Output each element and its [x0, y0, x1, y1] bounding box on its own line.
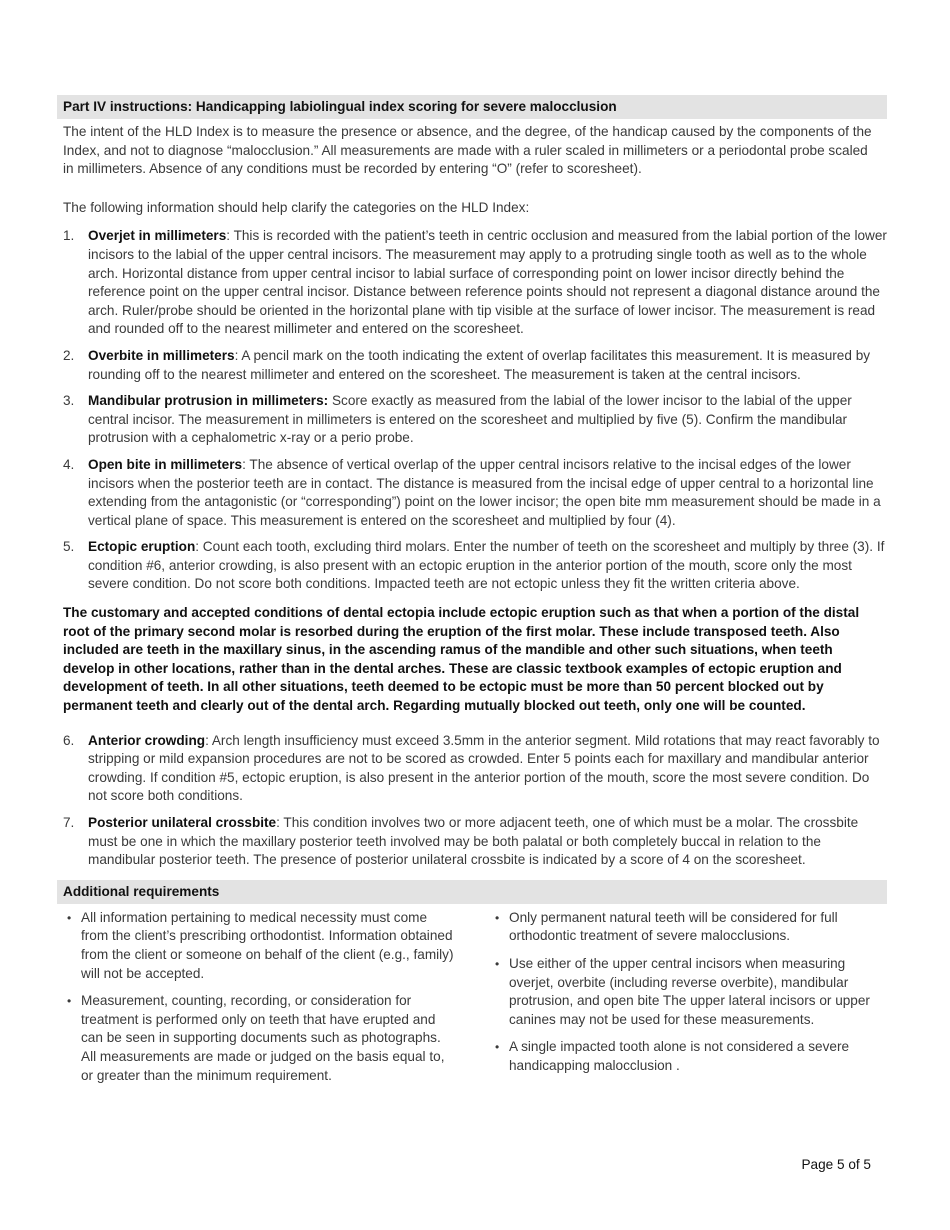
document-page [57, 95, 887, 1094]
list-item [57, 814, 887, 870]
bullet-item: • A single impacted tooth alone is not considered a severe handicapping malocclusion . [485, 1038, 885, 1075]
item-number: 7. [63, 815, 75, 830]
list-item [57, 538, 887, 594]
intro-paragraph: The intent of the HLD Index is to measure the presence or absence, and the degree, of the handicap caused by the components of the Index, and not to diagnose “malocclusion.” All measurements are made with a ruler scaled in millimeters or a periodontal probe scaled in millimeters. Absence of any conditions must be recorded by entering “O” (refer to scoresheet). [63, 124, 872, 177]
item-text: Score exactly as measured from the labial of the lower incisor to the labial of the upper central incisor. The measurement in millimeters is entered on the scoresheet and multiplied by five (5). Confirm the mandibular protrusion with a cephalometric x-ray or a perio probe. [88, 393, 852, 446]
item-term: Overbite in millimeters [88, 347, 235, 363]
list-item [57, 392, 887, 448]
item-text: : Count each tooth, excluding third molars. Enter the number of teeth on the scoresheet and multiply by three (3). If condition #6, anterior crowding, is also present with an ectopic eruption in the anterior portion of the mouth, score only the most severe condition. Do not score both conditions. Impacted teeth are not ectopic unless they fit the written criteria above. [88, 539, 885, 592]
item-term: Mandibular protrusion in millimeters: [88, 393, 329, 409]
item-term: Ectopic eruption [88, 539, 196, 555]
bullet-item: • Use either of the upper central incisors when measuring overjet, overbite (including reverse overbite), mandibular protrusion, and open bite The upper lateral incisors or upper canines may not be used for these measurements. [485, 955, 885, 1029]
item-number: 6. [63, 732, 75, 748]
lead-paragraph: The following information should help clarify the categories on the HLD Index: [63, 199, 530, 215]
list-item [57, 456, 887, 530]
item-number: 2. [63, 347, 75, 363]
item-text: : This condition involves two or more adjacent teeth, one of which must be a molar. The crossbite must be one in which the maxillary posterior teeth involved may be both palatal or both completely buccal in relation to the mandibular posterior teeth. The presence of posterior unilateral crossbite is indicated by a score of 4 on the scoresheet. [88, 815, 859, 868]
item-text: : A pencil mark on the tooth indicating the extent of overlap facilitates this measurement. It is measured by rounding off to the nearest millimeter and entered on the scoresheet. The measurement is taken at the central incisors. [88, 347, 871, 382]
requirements-columns [57, 904, 887, 1094]
item-term: Overjet in millimeters [88, 228, 227, 244]
bullet-item: • Measurement, counting, recording, or consideration for treatment is performed only on teeth that have erupted and can be seen in supporting documents such as photographs. All measurements are made or judged on the basis equal to, or greater than the minimum requirement. [57, 992, 457, 1085]
additional-requirements-section [57, 880, 887, 1094]
hld-categories-list-continued [57, 732, 887, 870]
item-term: Open bite in millimeters [88, 456, 243, 472]
requirements-left-column [57, 909, 457, 1094]
item-number: 5. [63, 539, 75, 555]
bullet-item: • Only permanent natural teeth will be considered for full orthodontic treatment of severe malocclusions. [485, 909, 885, 946]
page-number: Page 5 of 5 [801, 1157, 871, 1172]
item-term: Anterior crowding [88, 732, 206, 748]
list-item [57, 732, 887, 806]
bullet-item: • All information pertaining to medical necessity must come from the client’s prescribing orthodontist. Information obtained from the client or someone on behalf of the client (e.g., family) will not be accepted. [57, 909, 457, 983]
hld-categories-list [57, 227, 887, 594]
part4-heading: Part IV instructions: Handicapping labiolingual index scoring for severe malocclusion [57, 95, 887, 119]
item-text: : This is recorded with the patient’s teeth in centric occlusion and measured from the labial portion of the lower incisors to the labial of the upper central incisors. The measurement may apply to a protruding single tooth as well as to the whole arch. Horizontal distance from upper central incisor to labial surface of corresponding point on lower incisor directly behind the reference point on the upper central incisor. Distance between reference points should not represent a diagonal distance around the arch. Ruler/probe should be oriented in the horizontal plane with tip visible at the surface of lower incisor. The measurement is read and rounded off to the nearest millimeter and entered on the scoresheet. [88, 228, 887, 337]
item-number: 4. [63, 456, 75, 472]
dental-ectopia-paragraph: The customary and accepted conditions of dental ectopia include ectopic eruption such as that when a portion of the distal root of the primary second molar is resorbed during the eruption of the first molar. These include transposed teeth. Also included are teeth in the maxillary sinus, in the ascending ramus of the mandible and other such situations, when teeth develop in other locations, rather than in the dental arches. These are classic textbook examples of ectopic eruption and development of teeth. In all other situations, teeth deemed to be ectopic must be more than 50 percent blocked out by permanent teeth and clearly out of the dental arch. Regarding mutually blocked out teeth, only one will be counted. [63, 605, 860, 714]
list-item [57, 227, 887, 339]
list-item [57, 347, 887, 384]
item-number: 3. [63, 393, 75, 409]
item-number: 1. [63, 228, 75, 244]
item-term: Posterior unilateral crossbite [88, 815, 277, 830]
requirements-right-column [485, 909, 885, 1094]
additional-requirements-heading: Additional requirements [57, 880, 887, 904]
item-text: : The absence of vertical overlap of the upper central incisors relative to the incisal edges of the lower incisors when the posterior teeth are in contact. The distance is measured from the incisal edge of upper central to a horizontal line extending from the antagonistic (or “corresponding”) point on the lower incisor; the open bite mm measurement should be made in a vertical plane of space. This measurement is entered on the scoresheet and multiplied by four (4). [88, 456, 881, 528]
item-text: : Arch length insufficiency must exceed 3.5mm in the anterior segment. Mild rotations that may react favorably to stripping or mild expansion procedures are not to be scored as crowded. Enter 5 points each for maxillary and mandibular anterior crowding. If condition #5, ectopic eruption, is also present in the anterior portion of the mouth, score the most severe condition. Do not score both conditions. [88, 732, 880, 804]
